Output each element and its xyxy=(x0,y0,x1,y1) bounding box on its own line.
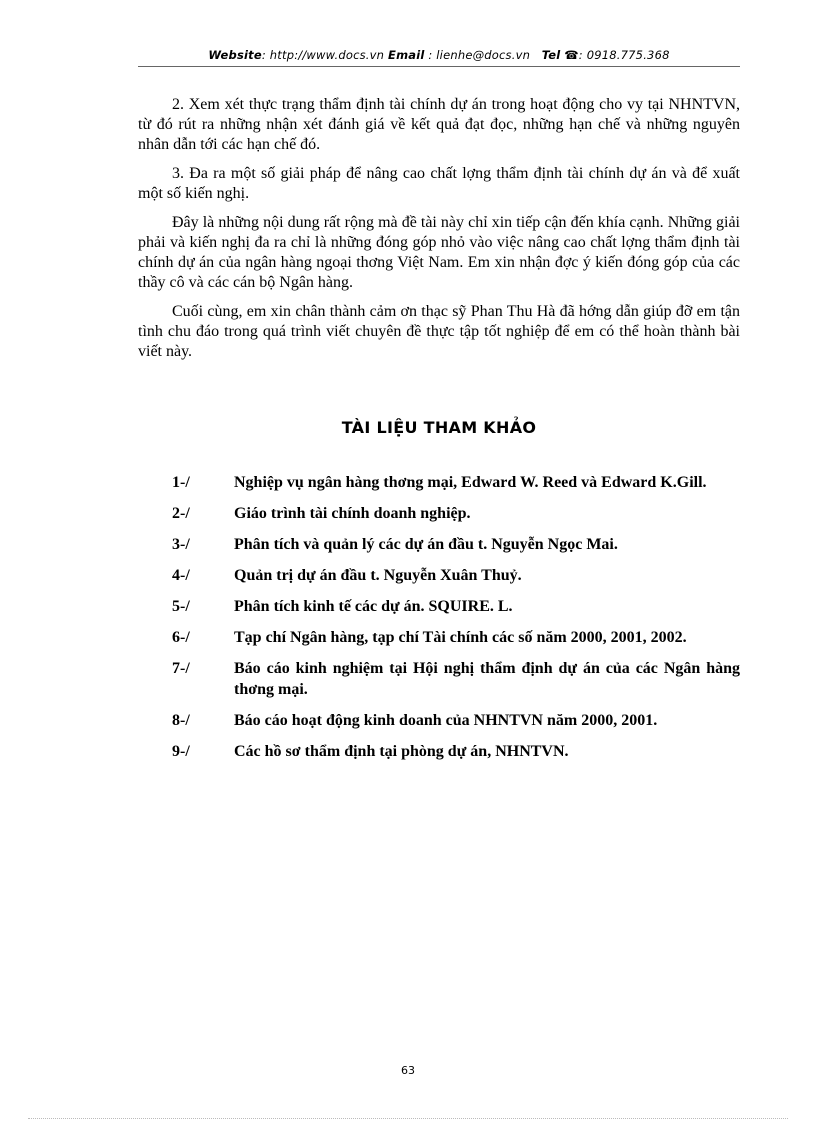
reference-text: Báo cáo kinh nghiệm tại Hội nghị thẩm định dự án của các Ngân hàng thơng mại. xyxy=(234,660,740,698)
email-address[interactable]: : lienhe@docs.vn xyxy=(424,48,531,62)
paragraph: 3. Đa ra một số giải pháp để nâng cao chất lợng thẩm định tài chính dự án và để xuất một số kiến nghị. xyxy=(138,165,740,202)
header-divider xyxy=(138,66,740,67)
tel-label: Tel xyxy=(541,48,561,62)
reference-item xyxy=(172,503,740,524)
reference-item xyxy=(172,534,740,555)
reference-text: Phân tích kinh tế các dự án. SQUIRE. L. xyxy=(234,598,513,615)
references-heading: TÀI LIỆU THAM KHẢO xyxy=(341,418,537,437)
website-url[interactable]: : http://www.docs.vn xyxy=(261,48,385,62)
reference-item xyxy=(172,658,740,700)
page-header xyxy=(138,48,740,62)
tel-number: ☎: 0918.775.368 xyxy=(564,48,670,62)
reference-item xyxy=(172,710,740,731)
page-number: 63 xyxy=(401,1064,415,1077)
reference-number: 1-/ xyxy=(172,474,190,491)
paragraph: Cuối cùng, em xin chân thành cảm ơn thạc sỹ Phan Thu Hà đã hớng dẫn giúp đỡ em tận tình chu đáo trong quá trình viết chuyên đề thực tập tốt nghiệp để em có thể hoàn thành bài viết này. xyxy=(138,303,740,360)
reference-item xyxy=(172,627,740,648)
email-label: Email xyxy=(388,48,425,62)
paragraph: 2. Xem xét thực trạng thẩm định tài chính dự án trong hoạt động cho vy tại NHNTVN, từ đó rút ra những nhận xét đánh giá về kết quả đạt đọc, những hạn chế và những nguyên nhân dẫn tới các hạn chế đó. xyxy=(138,96,740,153)
reference-text: Quản trị dự án đầu t. Nguyễn Xuân Thuỷ. xyxy=(234,567,522,584)
website-label: Website xyxy=(208,48,262,62)
page-bottom-border xyxy=(28,1118,788,1119)
reference-item xyxy=(172,741,740,762)
body-text xyxy=(138,95,740,371)
reference-text: Các hồ sơ thẩm định tại phòng dự án, NHNTVN. xyxy=(234,743,569,760)
reference-number: 6-/ xyxy=(172,629,190,646)
paragraph: Đây là những nội dung rất rộng mà đề tài này chỉ xin tiếp cận đến khía cạnh. Những giải phải và kiến nghị đa ra chỉ là những đóng góp nhỏ vào việc nâng cao chất lợng thẩm định tài chính dự án của ngân hàng ngoại thơng Việt Nam. Em xin nhận đợc ý kiến đóng góp của các thầy cô và các cán bộ Ngân hàng. xyxy=(138,214,740,291)
reference-number: 4-/ xyxy=(172,567,190,584)
reference-text: Giáo trình tài chính doanh nghiệp. xyxy=(234,505,471,522)
reference-number: 7-/ xyxy=(172,660,190,677)
reference-number: 8-/ xyxy=(172,712,190,729)
reference-text: Tạp chí Ngân hàng, tạp chí Tài chính các số năm 2000, 2001, 2002. xyxy=(234,629,687,646)
reference-text: Nghiệp vụ ngân hàng thơng mại, Edward W. Reed và Edward K.Gill. xyxy=(234,474,707,491)
reference-text: Phân tích và quản lý các dự án đầu t. Nguyễn Ngọc Mai. xyxy=(234,536,618,553)
reference-number: 9-/ xyxy=(172,743,190,760)
reference-number: 2-/ xyxy=(172,505,190,522)
reference-number: 5-/ xyxy=(172,598,190,615)
reference-text: Báo cáo hoạt động kinh doanh của NHNTVN năm 2000, 2001. xyxy=(234,712,658,729)
references-list xyxy=(172,472,740,772)
reference-item xyxy=(172,565,740,586)
reference-item xyxy=(172,472,740,493)
reference-item xyxy=(172,596,740,617)
reference-number: 3-/ xyxy=(172,536,190,553)
